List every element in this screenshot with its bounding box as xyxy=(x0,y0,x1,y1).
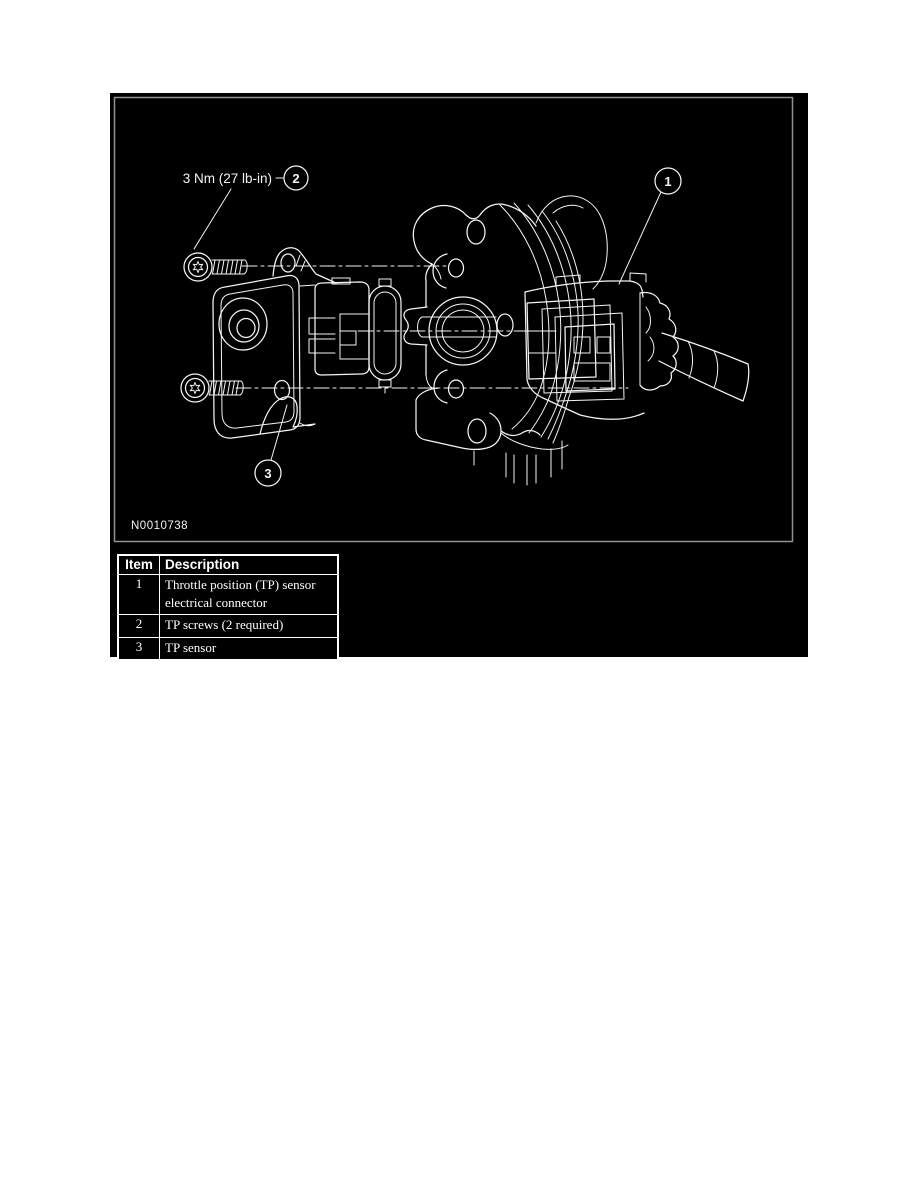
diagram-frame xyxy=(115,98,793,542)
column-header-item: Item xyxy=(118,555,160,575)
tp-screw-top xyxy=(184,253,247,281)
callout-2 xyxy=(183,166,308,249)
tp-sensor-electrical-connector xyxy=(525,273,678,419)
item-number: 1 xyxy=(118,575,160,615)
item-number: 2 xyxy=(118,615,160,637)
callout-2-number: 2 xyxy=(292,171,300,186)
torque-label: 3 Nm (27 lb-in) xyxy=(182,171,272,186)
item-number: 3 xyxy=(118,637,160,660)
parts-table xyxy=(117,554,339,661)
tp-sensor xyxy=(213,248,401,438)
item-description: TP sensor xyxy=(160,637,339,660)
item-description: TP screws (2 required) xyxy=(160,615,339,637)
throttle-body-flange xyxy=(404,196,607,485)
tp-screw-bottom xyxy=(181,374,243,402)
column-header-description: Description xyxy=(160,555,339,575)
callout-1-number: 1 xyxy=(664,174,672,189)
table-row-2 xyxy=(118,615,338,637)
table-row-3 xyxy=(118,637,338,660)
drawing-id-label: N0010738 xyxy=(131,520,189,532)
wiring-harness xyxy=(659,333,749,401)
table-row-1 xyxy=(118,575,338,615)
parts-table-header-row xyxy=(118,555,338,575)
figure-panel xyxy=(110,93,808,657)
item-description: Throttle position (TP) sensor electrical connector xyxy=(160,575,339,615)
callout-1 xyxy=(619,168,681,284)
callout-3-number: 3 xyxy=(264,466,272,481)
callout-3 xyxy=(255,405,287,486)
